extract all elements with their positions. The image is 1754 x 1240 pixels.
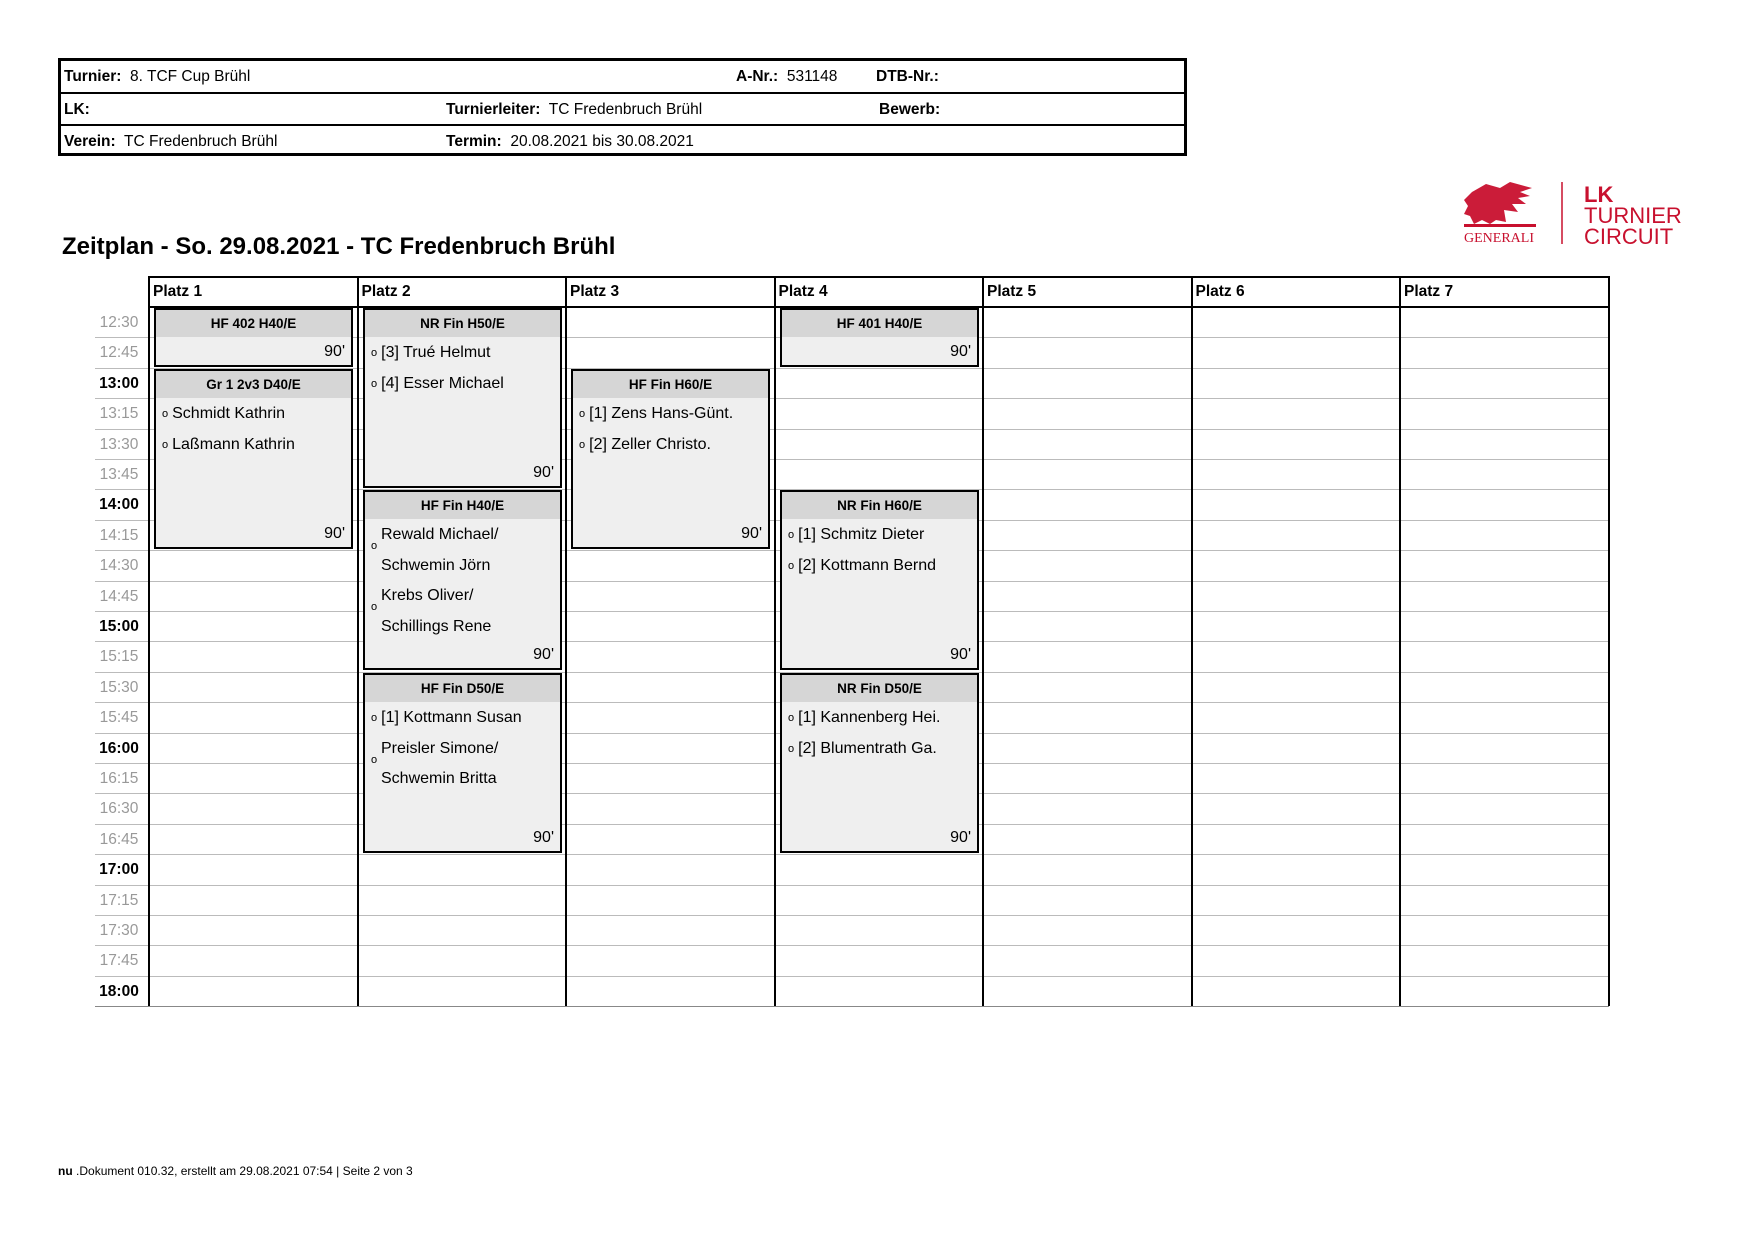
row-line	[95, 885, 1609, 886]
time-label: 16:45	[99, 831, 139, 848]
player-marker: o	[371, 378, 378, 390]
player-name: [2] Kottmann Bernd	[798, 557, 936, 574]
match-title: NR Fin H50/E	[365, 310, 560, 337]
row-line	[95, 1006, 1609, 1007]
match-duration: 90'	[950, 829, 971, 846]
match-title: NR Fin H60/E	[782, 492, 977, 519]
time-label: 13:15	[99, 405, 139, 422]
match-duration: 90'	[533, 646, 554, 663]
time-label: 12:30	[99, 314, 139, 331]
match-duration: 90'	[741, 525, 762, 542]
turnier-field: Turnier: 8. TCF Cup Brühl	[64, 68, 251, 85]
match-title: Gr 1 2v3 D40/E	[156, 371, 351, 398]
match-title: HF Fin H40/E	[365, 492, 560, 519]
time-label: 15:45	[99, 709, 139, 726]
player-marker: o	[162, 408, 169, 420]
player-marker: o	[788, 529, 795, 541]
player-marker: o	[371, 347, 378, 359]
match-title: HF Fin D50/E	[365, 675, 560, 702]
time-label: 15:00	[99, 618, 139, 635]
time-label: 12:45	[99, 344, 139, 361]
match-duration: 90'	[950, 646, 971, 663]
bewerb-field: Bewerb:	[879, 101, 941, 118]
player-marker: o	[371, 754, 378, 766]
match-block	[780, 308, 979, 367]
time-label: 18:00	[99, 983, 139, 1000]
time-label: 16:00	[99, 740, 139, 757]
page-title: Zeitplan - So. 29.08.2021 - TC Fredenbruch Brühl	[62, 233, 616, 260]
player-name: [1] Kannenberg Hei.	[798, 709, 941, 726]
column-line	[1399, 276, 1401, 1006]
time-label: 13:00	[99, 375, 139, 392]
column-line	[982, 276, 984, 1006]
time-label: 17:15	[99, 892, 139, 909]
row-line	[95, 915, 1609, 916]
generali-wordmark: GENERALI	[1464, 231, 1534, 246]
court-header-3: Platz 3	[570, 283, 620, 300]
player-name: Schmidt Kathrin	[172, 405, 286, 422]
time-label: 14:45	[99, 588, 139, 605]
match-block	[780, 673, 979, 853]
player-name: Laßmann Kathrin	[172, 436, 295, 453]
match-block	[154, 308, 353, 367]
player-marker: o	[579, 408, 586, 420]
column-line	[357, 276, 359, 1006]
player-entry	[162, 405, 285, 423]
player-entry	[371, 709, 522, 727]
column-line	[565, 276, 567, 1006]
time-label: 14:15	[99, 527, 139, 544]
court-header-5: Platz 5	[987, 283, 1037, 300]
match-block	[363, 673, 562, 853]
player-marker: o	[371, 540, 378, 552]
player-marker: o	[788, 560, 795, 572]
player-name: [1] Schmitz Dieter	[798, 526, 925, 543]
player-entry	[579, 436, 711, 454]
match-title: HF 402 H40/E	[156, 310, 351, 337]
time-label: 17:00	[99, 861, 139, 878]
player-name: Schillings Rene	[381, 618, 492, 635]
row-line	[95, 854, 1609, 855]
court-header-6: Platz 6	[1195, 283, 1245, 300]
court-header-7: Platz 7	[1404, 283, 1454, 300]
player-name: [2] Zeller Christo.	[589, 436, 711, 453]
logo-line-2: TURNIER	[1584, 203, 1682, 228]
player-name: [1] Zens Hans-Günt.	[589, 405, 734, 422]
time-label: 16:15	[99, 770, 139, 787]
column-line	[774, 276, 776, 1006]
player-name: [2] Blumentrath Ga.	[798, 740, 937, 757]
player-entry	[788, 526, 924, 544]
player-entry	[371, 344, 491, 362]
time-label: 14:00	[99, 496, 139, 513]
player-entry	[579, 405, 733, 423]
column-line	[148, 276, 150, 1006]
court-header-4: Platz 4	[778, 283, 828, 300]
match-block	[571, 369, 770, 549]
match-title: HF 401 H40/E	[782, 310, 977, 337]
player-marker: o	[788, 712, 795, 724]
match-duration: 90'	[533, 829, 554, 846]
time-label: 16:30	[99, 800, 139, 817]
player-name: Schwemin Jörn	[381, 557, 491, 574]
dtb-field: DTB-Nr.:	[876, 68, 939, 85]
match-duration: 90'	[324, 343, 345, 360]
anr-field: A-Nr.: 531148	[736, 68, 838, 85]
player-name: Schwemin Britta	[381, 770, 497, 787]
player-name: [4] Esser Michael	[381, 375, 504, 392]
player-marker: o	[371, 601, 378, 613]
player-entry	[162, 436, 295, 454]
match-block	[363, 490, 562, 670]
column-line	[1191, 276, 1193, 1006]
turnierleiter-field: Turnierleiter: TC Fredenbruch Brühl	[446, 101, 703, 118]
match-block	[780, 490, 979, 670]
row-line	[95, 976, 1609, 977]
player-name: [1] Kottmann Susan	[381, 709, 522, 726]
player-entry	[371, 375, 504, 393]
match-duration: 90'	[533, 464, 554, 481]
player-entry	[788, 709, 940, 727]
logo-line-3: CIRCUIT	[1584, 224, 1674, 246]
time-label: 14:30	[99, 557, 139, 574]
time-label: 15:15	[99, 648, 139, 665]
match-duration: 90'	[950, 343, 971, 360]
player-name: Preisler Simone/	[381, 740, 499, 757]
player-entry	[788, 557, 936, 575]
match-title: HF Fin H60/E	[573, 371, 768, 398]
match-block	[363, 308, 562, 488]
player-entry	[788, 740, 937, 758]
player-name: Krebs Oliver/	[381, 587, 474, 604]
column-line	[1608, 276, 1610, 1006]
termin-field: Termin: 20.08.2021 bis 30.08.2021	[446, 133, 694, 150]
verein-field: Verein: TC Fredenbruch Brühl	[64, 133, 278, 150]
time-label: 15:30	[99, 679, 139, 696]
logo-line-1: LK	[1584, 182, 1614, 207]
court-header-2: Platz 2	[361, 283, 411, 300]
time-label: 13:30	[99, 436, 139, 453]
player-name: Rewald Michael/	[381, 526, 499, 543]
player-marker: o	[371, 712, 378, 724]
player-marker: o	[162, 439, 169, 451]
lk-field: LK:	[64, 101, 90, 118]
player-marker: o	[579, 439, 586, 451]
match-title: NR Fin D50/E	[782, 675, 977, 702]
time-label: 17:45	[99, 952, 139, 969]
row-line	[95, 945, 1609, 946]
court-header-1: Platz 1	[153, 283, 203, 300]
time-label: 17:30	[99, 922, 139, 939]
match-block	[154, 369, 353, 549]
player-marker: o	[788, 743, 795, 755]
player-name: [3] Trué Helmut	[381, 344, 491, 361]
time-label: 13:45	[99, 466, 139, 483]
match-duration: 90'	[324, 525, 345, 542]
footer: nu .Dokument 010.32, erstellt am 29.08.2021 07:54 | Seite 2 von 3	[58, 1164, 413, 1178]
